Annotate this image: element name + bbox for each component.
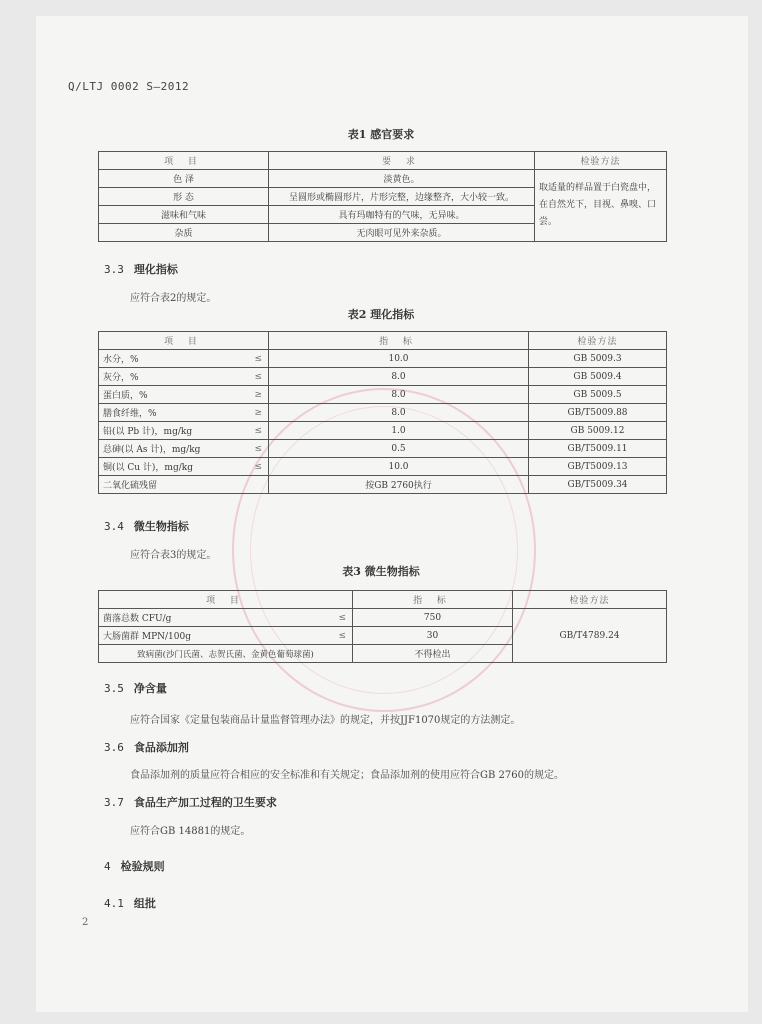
- item-cell: 铜(以 Cu 计)，mg/kg: [99, 458, 227, 476]
- item-cell: 形 态: [99, 188, 269, 206]
- value-cell: 8.0: [269, 404, 529, 422]
- item-cell: 滋味和气味: [99, 206, 269, 224]
- method-cell: GB 5009.12: [529, 422, 667, 440]
- value-cell: 0.5: [269, 440, 529, 458]
- operator-cell: ≤: [305, 609, 353, 627]
- table-row: [99, 440, 667, 458]
- section-text: 应符合表3的规定。: [130, 550, 217, 561]
- item-cell: 致病菌(沙门氏菌、志贺氏菌、金黄色葡萄球菌): [99, 645, 353, 663]
- table1-caption: 表1 感官要求: [347, 128, 415, 141]
- section-heading: 3.5 净含量: [104, 682, 167, 695]
- table-row: [99, 422, 667, 440]
- column-header: 检验方法: [535, 152, 667, 170]
- item-cell: 大肠菌群 MPN/100g: [99, 627, 305, 645]
- microbiological-table: [98, 590, 667, 663]
- table-row: [99, 404, 667, 422]
- value-cell: 按GB 2760执行: [269, 476, 529, 494]
- operator-cell: ≥: [227, 386, 269, 404]
- item-cell: 色 泽: [99, 170, 269, 188]
- table-row: [99, 368, 667, 386]
- column-header: 项 目: [99, 332, 269, 350]
- item-cell: 杂质: [99, 224, 269, 242]
- column-header: 指 标: [269, 332, 529, 350]
- requirement-cell: 呈圆形或椭圆形片，片形完整，边缘整齐，大小较一致。: [269, 188, 535, 206]
- page-number: 2: [82, 917, 89, 928]
- method-cell: GB/T5009.34: [529, 476, 667, 494]
- table-row: [99, 170, 667, 188]
- value-cell: 8.0: [269, 368, 529, 386]
- operator-cell: ≤: [227, 350, 269, 368]
- table-row: [99, 350, 667, 368]
- method-cell: GB 5009.5: [529, 386, 667, 404]
- operator-cell: ≤: [227, 368, 269, 386]
- value-cell: 10.0: [269, 458, 529, 476]
- column-header: 指 标: [353, 591, 513, 609]
- item-cell: 水分，%: [99, 350, 227, 368]
- item-cell: 总砷(以 As 计)，mg/kg: [99, 440, 227, 458]
- section-heading: 3.3 理化指标: [104, 263, 178, 276]
- value-cell: 10.0: [269, 350, 529, 368]
- item-cell: 膳食纤维，%: [99, 404, 227, 422]
- physicochemical-table: [98, 331, 667, 494]
- value-cell: 30: [353, 627, 513, 645]
- method-cell: GB/T4789.24: [513, 609, 667, 663]
- column-header: 检验方法: [529, 332, 667, 350]
- column-header: 要 求: [269, 152, 535, 170]
- item-cell: 铅(以 Pb 计)，mg/kg: [99, 422, 227, 440]
- standard-code: Q/LTJ 0002 S—2012: [68, 80, 190, 93]
- section-heading: 4.1 组批: [104, 897, 156, 910]
- table-row: [99, 609, 667, 627]
- method-cell: 取适量的样品置于白瓷盘中，在自然光下，目视、鼻嗅、口尝。: [535, 170, 667, 242]
- operator-cell: ≤: [227, 422, 269, 440]
- operator-cell: ≤: [305, 627, 353, 645]
- value-cell: 8.0: [269, 386, 529, 404]
- section-heading: 4 检验规则: [104, 860, 165, 873]
- value-cell: 750: [353, 609, 513, 627]
- table-row: [99, 476, 667, 494]
- method-cell: GB 5009.4: [529, 368, 667, 386]
- table-header-row: [99, 591, 667, 609]
- table-row: [99, 458, 667, 476]
- item-cell: 菌落总数 CFU/g: [99, 609, 305, 627]
- operator-cell: [227, 476, 269, 494]
- requirement-cell: 无肉眼可见外来杂质。: [269, 224, 535, 242]
- method-cell: GB 5009.3: [529, 350, 667, 368]
- section-text: 食品添加剂的质量应符合相应的安全标准和有关规定；食品添加剂的使用应符合GB 2760的规定。: [130, 770, 564, 781]
- method-cell: GB/T5009.88: [529, 404, 667, 422]
- table-header-row: [99, 332, 667, 350]
- operator-cell: ≥: [227, 404, 269, 422]
- sensory-table: [98, 151, 667, 242]
- column-header: 项 目: [99, 591, 353, 609]
- item-cell: 蛋白质，%: [99, 386, 227, 404]
- section-heading: 3.6 食品添加剂: [104, 741, 189, 754]
- table-header-row: [99, 152, 667, 170]
- section-text: 应符合表2的规定。: [130, 293, 217, 304]
- table3-caption: 表3 微生物指标: [342, 565, 420, 578]
- requirement-cell: 具有玛咖特有的气味，无异味。: [269, 206, 535, 224]
- item-cell: 灰分，%: [99, 368, 227, 386]
- table-row: [99, 386, 667, 404]
- value-cell: 不得检出: [353, 645, 513, 663]
- table2-caption: 表2 理化指标: [347, 308, 415, 321]
- column-header: 检验方法: [513, 591, 667, 609]
- value-cell: 1.0: [269, 422, 529, 440]
- section-text: 应符合国家《定量包装商品计量监督管理办法》的规定，并按JJF1070规定的方法测定。: [130, 715, 521, 726]
- operator-cell: ≤: [227, 458, 269, 476]
- section-heading: 3.7 食品生产加工过程的卫生要求: [104, 796, 277, 809]
- item-cell: 二氧化硫残留: [99, 476, 227, 494]
- column-header: 项 目: [99, 152, 269, 170]
- section-text: 应符合GB 14881的规定。: [130, 826, 251, 837]
- method-cell: GB/T5009.13: [529, 458, 667, 476]
- requirement-cell: 淡黄色。: [269, 170, 535, 188]
- method-cell: GB/T5009.11: [529, 440, 667, 458]
- section-heading: 3.4 微生物指标: [104, 520, 189, 533]
- operator-cell: ≤: [227, 440, 269, 458]
